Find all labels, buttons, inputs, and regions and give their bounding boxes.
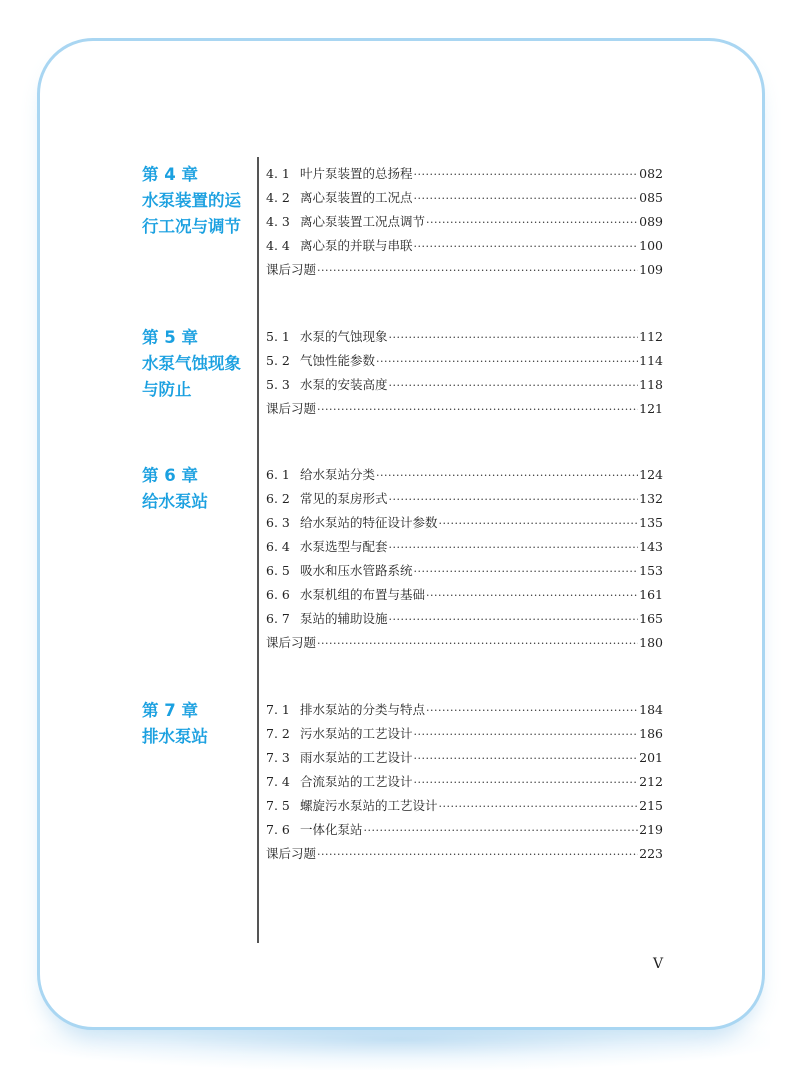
section-number: 6. 1 — [266, 467, 290, 482]
page-number: 085 — [639, 190, 663, 205]
section-number: 7. 2 — [266, 726, 290, 741]
chapter-4-heading — [142, 162, 252, 240]
dot-leader — [426, 704, 638, 717]
page-number: 186 — [639, 726, 663, 741]
dot-leader — [414, 728, 639, 741]
dot-leader — [414, 192, 639, 205]
section-number: 4. 2 — [266, 190, 290, 205]
page-number: 219 — [639, 822, 663, 837]
dot-leader — [414, 168, 639, 181]
page-number: 161 — [639, 587, 663, 602]
page-number: 180 — [639, 635, 663, 650]
dot-leader — [317, 264, 638, 277]
page-number: 089 — [639, 214, 663, 229]
section-number: 4. 4 — [266, 238, 290, 253]
chapter-label: 第 4 章 — [142, 165, 198, 184]
toc-entry[interactable] — [266, 212, 663, 232]
section-number: 7. 6 — [266, 822, 290, 837]
chapter-title-line: 给水泵站 — [142, 492, 208, 511]
section-title: 气蚀性能参数 — [300, 353, 376, 368]
chapter-title-line: 水泵气蚀现象 — [142, 354, 241, 373]
chapter-label: 第 6 章 — [142, 466, 198, 485]
page-number: 165 — [639, 611, 663, 626]
section-title: 雨水泵站的工艺设计 — [300, 750, 413, 765]
dot-leader — [317, 848, 638, 861]
page-number: 100 — [639, 238, 663, 253]
section-title: 离心泵装置的工况点 — [300, 190, 413, 205]
section-title: 螺旋污水泵站的工艺设计 — [300, 798, 438, 813]
section-title: 一体化泵站 — [300, 822, 363, 837]
dot-leader — [389, 613, 639, 626]
page-number: 135 — [639, 515, 663, 530]
section-number: 5. 2 — [266, 353, 290, 368]
toc-entry[interactable] — [266, 327, 663, 347]
section-title: 给水泵站分类 — [300, 467, 376, 482]
section-number: 7. 1 — [266, 702, 290, 717]
page-number: 143 — [639, 539, 663, 554]
section-title: 水泵的安装高度 — [300, 377, 388, 392]
section-number: 6. 7 — [266, 611, 290, 626]
toc-entry[interactable] — [266, 700, 663, 720]
section-title: 吸水和压水管路系统 — [300, 563, 413, 578]
section-title: 离心泵装置工况点调节 — [300, 214, 426, 229]
dot-leader — [414, 776, 639, 789]
section-title: 泵站的辅助设施 — [300, 611, 388, 626]
section-number: 6. 3 — [266, 515, 290, 530]
section-title: 课后习题 — [266, 635, 317, 650]
section-title: 排水泵站的分类与特点 — [300, 702, 426, 717]
divider-line — [257, 157, 259, 943]
toc-entry[interactable] — [266, 375, 663, 395]
section-number: 6. 2 — [266, 491, 290, 506]
toc-entry-exercises[interactable] — [266, 844, 663, 864]
dot-leader — [389, 493, 639, 506]
dot-leader — [389, 541, 639, 554]
section-number: 4. 1 — [266, 166, 290, 181]
toc-entry-exercises[interactable] — [266, 260, 663, 280]
toc-entry[interactable] — [266, 820, 663, 840]
dot-leader — [439, 800, 639, 813]
chapter-title-line: 与防止 — [142, 380, 192, 399]
toc-entry-exercises[interactable] — [266, 399, 663, 419]
dot-leader — [414, 240, 639, 253]
page-number: 118 — [639, 377, 663, 392]
dot-leader — [376, 355, 638, 368]
dot-leader — [317, 637, 638, 650]
toc-entry[interactable] — [266, 585, 663, 605]
page-number: 121 — [639, 401, 663, 416]
chapter-title-line: 排水泵站 — [142, 727, 208, 746]
toc-entry[interactable] — [266, 561, 663, 581]
section-number: 6. 4 — [266, 539, 290, 554]
section-title: 给水泵站的特征设计参数 — [300, 515, 438, 530]
toc-entry[interactable] — [266, 609, 663, 629]
section-number: 4. 3 — [266, 214, 290, 229]
toc-entry[interactable] — [266, 772, 663, 792]
page-number: 215 — [639, 798, 663, 813]
toc-entry-exercises[interactable] — [266, 633, 663, 653]
toc-entry[interactable] — [266, 489, 663, 509]
section-number: 5. 1 — [266, 329, 290, 344]
section-title: 水泵机组的布置与基础 — [300, 587, 426, 602]
toc-entry[interactable] — [266, 351, 663, 371]
section-title: 常见的泵房形式 — [300, 491, 388, 506]
page-number: 109 — [639, 262, 663, 277]
section-title: 课后习题 — [266, 401, 317, 416]
chapter-title-line: 行工况与调节 — [142, 217, 241, 236]
chapter-title-line: 水泵装置的运 — [142, 191, 241, 210]
page-number: 112 — [639, 329, 663, 344]
section-number: 7. 4 — [266, 774, 290, 789]
section-number: 6. 5 — [266, 563, 290, 578]
section-title: 水泵选型与配套 — [300, 539, 388, 554]
section-title: 水泵的气蚀现象 — [300, 329, 388, 344]
page-number: 153 — [639, 563, 663, 578]
page-number: 132 — [639, 491, 663, 506]
dot-leader — [364, 824, 639, 837]
toc-entry[interactable] — [266, 724, 663, 744]
dot-leader — [389, 331, 639, 344]
dot-leader — [439, 517, 639, 530]
chapter-7-heading — [142, 698, 252, 750]
dot-leader — [426, 589, 638, 602]
toc-entry[interactable] — [266, 537, 663, 557]
chapter-6-heading — [142, 463, 252, 515]
page-number: 212 — [639, 774, 663, 789]
chapter-label: 第 5 章 — [142, 328, 198, 347]
chapter-5-heading — [142, 325, 252, 403]
section-number: 7. 5 — [266, 798, 290, 813]
chapter-label: 第 7 章 — [142, 701, 198, 720]
dot-leader — [426, 216, 638, 229]
page-number: 124 — [639, 467, 663, 482]
toc-entry[interactable] — [266, 513, 663, 533]
dot-leader — [376, 469, 638, 482]
section-title: 合流泵站的工艺设计 — [300, 774, 413, 789]
dot-leader — [317, 403, 638, 416]
toc-entry[interactable] — [266, 796, 663, 816]
toc-entry[interactable] — [266, 236, 663, 256]
page-number: 114 — [639, 353, 663, 368]
section-title: 课后习题 — [266, 846, 317, 861]
page-number: 082 — [639, 166, 663, 181]
section-title: 离心泵的并联与串联 — [300, 238, 413, 253]
section-title: 叶片泵装置的总扬程 — [300, 166, 413, 181]
section-number: 7. 3 — [266, 750, 290, 765]
toc-entry[interactable] — [266, 465, 663, 485]
dot-leader — [389, 379, 639, 392]
dot-leader — [414, 752, 639, 765]
page-number: 184 — [639, 702, 663, 717]
dot-leader — [414, 565, 639, 578]
section-title: 课后习题 — [266, 262, 317, 277]
section-number: 5. 3 — [266, 377, 290, 392]
page-folio: V — [653, 956, 664, 972]
toc-entry[interactable] — [266, 164, 663, 184]
page-number: 201 — [639, 750, 663, 765]
toc-entry[interactable] — [266, 748, 663, 768]
section-title: 污水泵站的工艺设计 — [300, 726, 413, 741]
toc-entry[interactable] — [266, 188, 663, 208]
page-number: 223 — [639, 846, 663, 861]
section-number: 6. 6 — [266, 587, 290, 602]
